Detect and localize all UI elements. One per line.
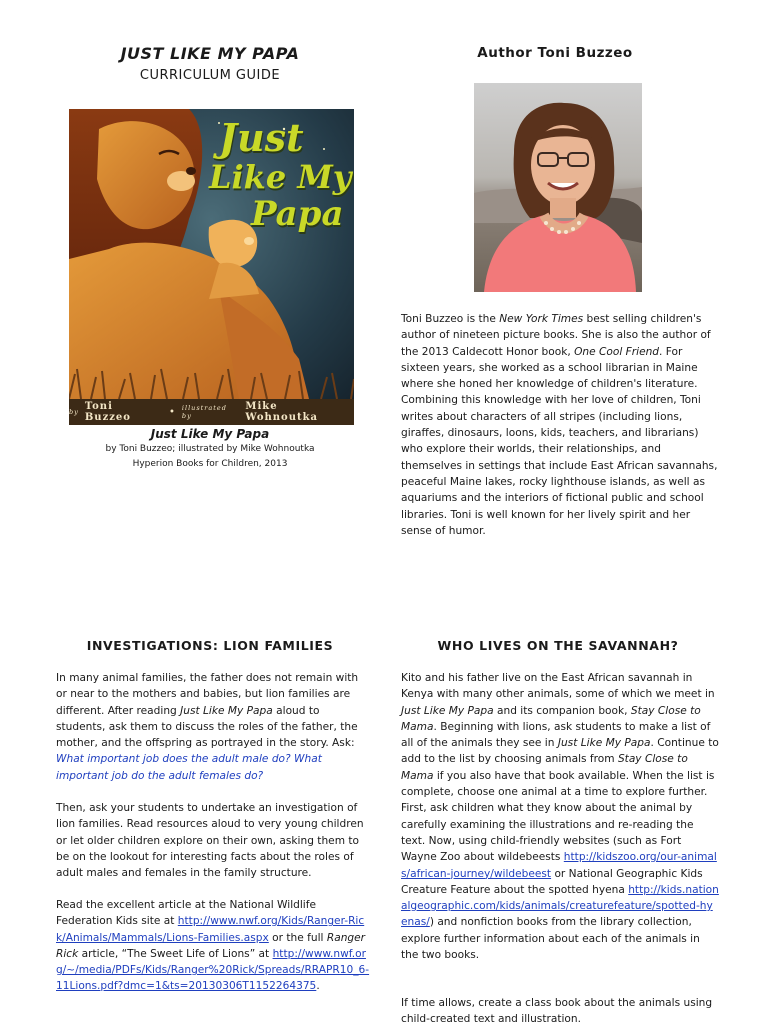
cover-illustrated-by-label: illustrated by (181, 404, 227, 420)
cover-title-line3: Papa (251, 194, 344, 234)
book-title-italic: Just Like My Papa (557, 737, 651, 750)
investigations-heading: INVESTIGATIONS: LION FAMILIES (86, 638, 334, 653)
paragraph-text: aloud to students, ask them to discuss the roles of the father, the mother, and the offspring as portrayed in the story. Ask: (56, 704, 358, 750)
paragraph-text: . (316, 980, 320, 993)
author-photo (474, 83, 642, 292)
cover-caption-credits: by Toni Buzzeo; illustrated by Mike Wohnoutka (105, 444, 315, 454)
author-bio (401, 311, 721, 539)
author-heading: Author Toni Buzzeo (477, 45, 633, 61)
paragraph-text: if you also have that book available. When the list is complete, choose one animal at a time to explore further. First, ask children what they know about the animal by carefully examining the illustrations and re-reading the text. Now, using child-friendly websites (such as Fort Wayne Zoo about wildebeests (401, 769, 715, 864)
ranger-rick-pdf-link[interactable]: http://www.nwf.org/~/media/PDFs/Kids/Ranger%20Rick/Spreads/RRAPR10_6-11Lions.pdf?dmc=1&ts=20130306T1152264375 (56, 947, 370, 993)
discussion-question: What important job does the adult male do? What important job do the adult females do? (56, 753, 322, 782)
nwf-lion-families-link[interactable]: http://www.nwf.org/Kids/Ranger-Rick/Animals/Mammals/Lions-Families.aspx (56, 915, 365, 944)
cover-caption-title: Just Like My Papa (150, 427, 270, 441)
cover-author: Toni Buzzeo (84, 401, 131, 423)
book-cover-image (69, 109, 354, 425)
paragraph-text: or National Geographic Kids Creature Feature about the spotted hyena (401, 867, 703, 896)
savannah-heading: WHO LIVES ON THE SAVANNAH? (437, 638, 679, 653)
cover-illustrator: Mike Wohnoutka (245, 401, 319, 423)
curriculum-guide-subtitle: CURRICULUM GUIDE (139, 68, 281, 83)
magazine-title-italic: Ranger Rick (56, 931, 366, 960)
investigations-paragraph-3 (56, 897, 371, 995)
bio-text: best selling children's author of nineteen picture books. She is also the author of the 2013 Caldecott Honor book, (401, 313, 711, 358)
paragraph-text: Read the excellent article at the National Wildlife Federation Kids site at (56, 899, 316, 928)
book-title-italic: Just Like My Papa (180, 704, 273, 717)
author-portrait (474, 83, 642, 292)
savannah-paragraph-1 (401, 670, 719, 963)
bio-text: . For sixteen years, she worked as a school librarian in Maine where she honed her knowledge of children's literature. Combining this knowledge with her love of children, Toni writes about characters of all stripes (including lions, giraffes, dinosaurs, loons, kids, teachers, and librarians) who explore their worlds, their relationships, and themselves in settings that include East African savannahs, peaceful Maine lakes, rocky lighthouse islands, as well as aquariums and the interiors of fictional public and school libraries. Toni is well known for her lively spirit and her sense of humor. (401, 345, 718, 537)
cover-credits-strip (69, 399, 354, 425)
paragraph-text: . Continue to add to the list by choosing animals from (401, 737, 719, 766)
paragraph-text: and its companion book, (493, 704, 631, 717)
cover-dot: • (169, 406, 176, 418)
paragraph-text: Kito and his father live on the East African savannah in Kenya with many other animals, some of which we meet in (401, 672, 715, 701)
cover-illustration (69, 109, 354, 425)
book-title-italic: Stay Close to Mama (401, 704, 701, 733)
investigations-paragraph-1 (56, 670, 371, 784)
kidszoo-wildebeest-link[interactable]: http://kidszoo.org/our-animals/african-journey/wildebeest (401, 851, 717, 880)
savannah-paragraph-2: If time allows, create a class book about the animals using child-created text and illustration. (401, 997, 713, 1026)
investigations-paragraph-2: Then, ask your students to undertake an investigation of lion families. Read resources aloud to very young children or let older children explore on their own, asking them to be on the lookout for interesting facts about the roles of adult males and females in the family structure. (56, 802, 364, 880)
book-title-italic: Stay Close to Mama (401, 753, 688, 782)
cover-by-label: by (69, 408, 79, 416)
bio-italic: New York Times (499, 313, 584, 325)
paragraph-text: In many animal families, the father does not remain with or near to the mothers and babies, but lion families are different. After reading (56, 672, 359, 717)
book-title-heading: JUST LIKE MY PAPA (120, 44, 300, 63)
paragraph-text: . Beginning with lions, ask students to make a list of all of the animals they see in (401, 720, 711, 750)
cover-caption-publisher: Hyperion Books for Children, 2013 (132, 459, 288, 469)
paragraph-text: or the full (268, 931, 327, 944)
book-title-italic: Just Like My Papa (401, 704, 494, 717)
paragraph-text: ) and nonfiction books from the library collection, explore further information about each of the animals in the two books. (401, 916, 700, 962)
natgeo-hyena-link[interactable]: http://kids.nationalgeographic.com/kids/animals/creaturefeature/spotted-hyenas/ (401, 883, 719, 929)
cover-title-line2: Like My (209, 158, 352, 196)
bio-italic: One Cool Friend (574, 345, 660, 358)
bio-text: Toni Buzzeo is the (401, 313, 500, 325)
paragraph-text: article, “The Sweet Life of Lions” at (78, 947, 273, 960)
cover-title-line1: Just (219, 115, 304, 160)
